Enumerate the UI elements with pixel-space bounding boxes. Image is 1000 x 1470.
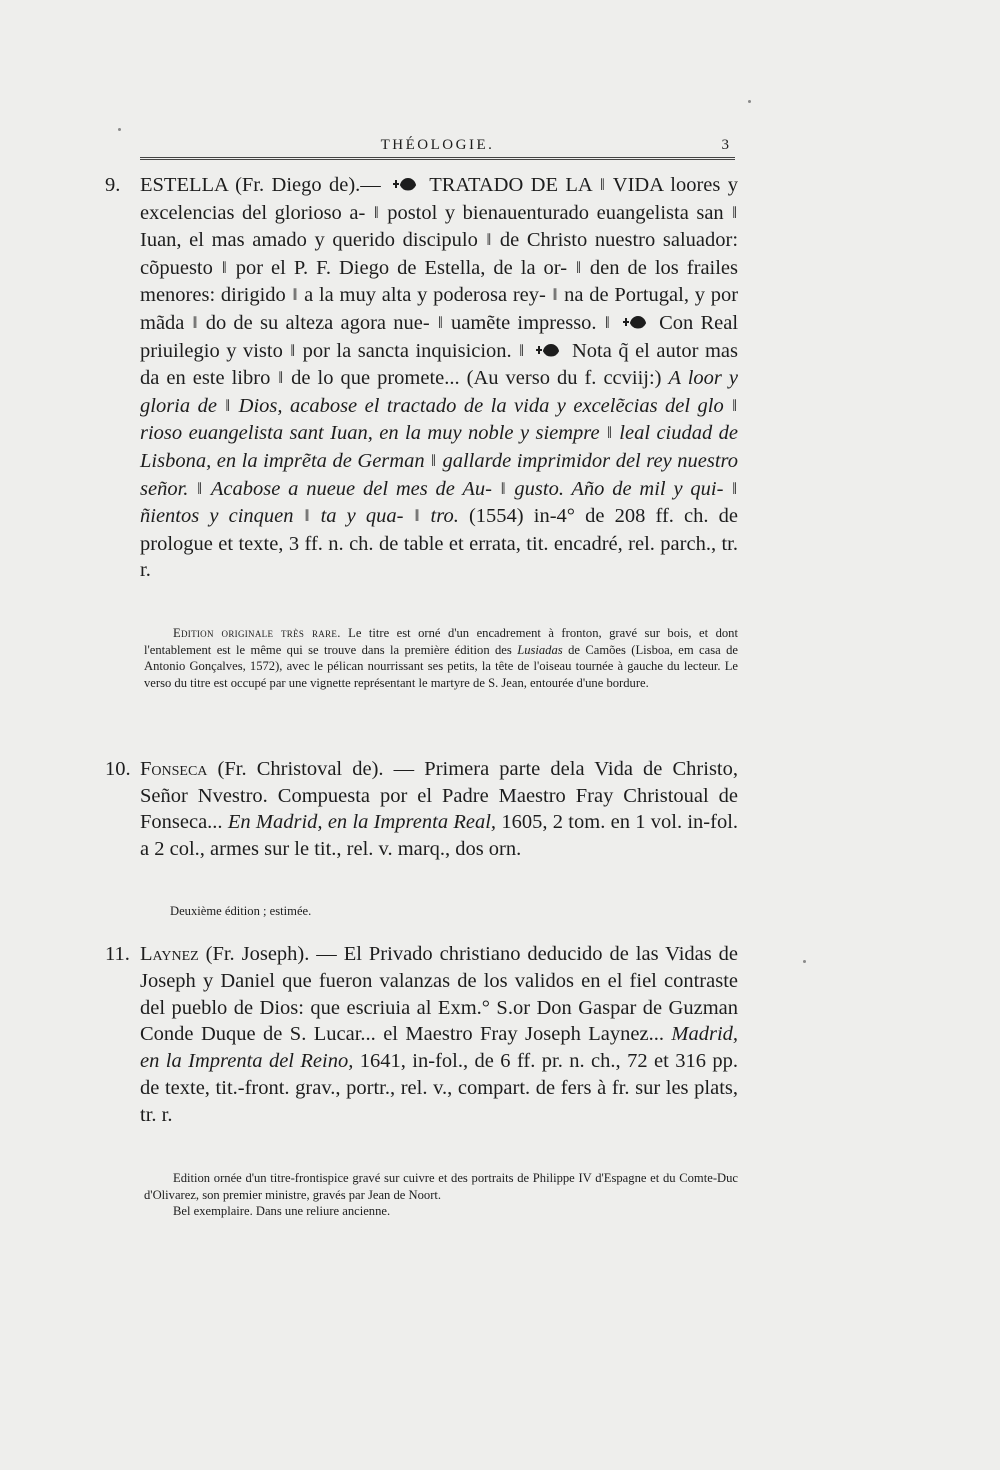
entry-text: por la sancta inquisicion. xyxy=(302,339,512,362)
note-9 xyxy=(144,625,738,691)
entry-number: 9. xyxy=(105,174,121,196)
entry-text: por el P. F. Diego de Estella, de la or- xyxy=(235,256,568,279)
entry-text: do de su alteza agora nue- xyxy=(205,311,430,334)
entry-text: den de los frailes menores: dirigido xyxy=(140,256,739,307)
fleuron-icon xyxy=(622,313,648,331)
entry-text: (Fr. Christoval de). — Primera parte dela Vida de Christo, Señor Nvestro. Compuesta por el Padre Maestro Fray Christoual de Fonseca... xyxy=(140,758,739,834)
entry-text: VIDA loores y excelencias del glorioso a- xyxy=(140,174,739,224)
colophon-text: tro. xyxy=(430,505,459,528)
note-text: Bel exemplaire. Dans une reliure ancienne. xyxy=(173,1204,391,1219)
line-bar: ‖ xyxy=(437,312,443,332)
colophon-text: Dios, acabose el tractado de la vida y excelẽcias del glo xyxy=(238,394,724,417)
entry-collation: 1641, in-fol., de 6 ff. pr. n. ch., 72 et 316 pp. de texte, tit.-front. grav., portr., rel. v., compart. de fers à fr. sur les plats, tr. r. xyxy=(140,1050,738,1126)
line-bar: ‖ xyxy=(576,257,581,277)
line-bar: ‖ xyxy=(732,395,738,415)
line-bar: ‖ xyxy=(607,423,612,443)
note-text: Edition ornée d'un titre-frontispice gravé sur cuivre et des portraits de Philippe IV d'Espagne et du Comte-Duc d'Olivarez, son premier ministre, gravés par Jean de Noort. xyxy=(144,1171,738,1202)
fleuron-icon xyxy=(535,341,561,359)
colophon-text: ñientos y cinquen xyxy=(140,505,294,528)
line-bar: ‖ xyxy=(431,450,436,470)
entry-collation: (1554) in-4° de 208 ff. ch. de prologue et texte, 3 ff. n. ch. de table et errata, tit. encadré, rel. parch., tr. r. xyxy=(140,505,739,582)
colophon-text: leal ciudad de Lisbona, en la imprẽta de German xyxy=(140,422,739,472)
entry-title: TRATADO DE LA xyxy=(429,174,592,196)
line-bar: ‖ xyxy=(221,257,227,277)
entry-text: Nota q̃ el autor mas da en este libro xyxy=(140,339,739,390)
line-bar: ‖ xyxy=(192,312,198,332)
entry-text: de Christo nuestro saluador: cõpuesto xyxy=(140,229,739,279)
entry-text: Con Real priuilegio y visto xyxy=(140,311,739,362)
note-lead: Edition originale très rare. xyxy=(173,626,341,640)
paper-speck xyxy=(118,128,121,131)
note-text: Le titre est orné d'un encadrement à fronton, gravé sur bois, et dont l'entablement est le même qui se trouve dans la première édition des xyxy=(144,626,738,657)
entry-number: 10. xyxy=(105,758,131,780)
entry-number: 11. xyxy=(105,943,130,965)
colophon-text: gallarde imprimidor del rey nuestro señor. xyxy=(140,449,739,500)
entry-text: de lo que promete... (Au verso du f. ccviij:) xyxy=(291,367,662,390)
colophon-text: Acabose a nueue del mes de Au- xyxy=(210,477,492,500)
line-bar: ‖ xyxy=(304,506,310,526)
note-11 xyxy=(144,1170,738,1220)
colophon-text: gusto. Año de mil y qui- xyxy=(514,477,724,500)
paper-speck xyxy=(748,100,751,103)
line-bar: ‖ xyxy=(225,395,231,415)
entry-11 xyxy=(105,941,739,1129)
entry-text: Iuan, el mas amado y querido discipulo xyxy=(140,229,478,252)
line-bar: ‖ xyxy=(732,202,738,222)
line-bar: ‖ xyxy=(292,285,298,305)
line-bar: ‖ xyxy=(373,202,379,222)
entry-author: Laynez xyxy=(140,943,199,965)
line-bar: ‖ xyxy=(552,285,558,305)
entry-imprint: Madrid, en la Imprenta del Reino, xyxy=(140,1023,739,1073)
entry-text: a la muy alta y poderosa rey- xyxy=(304,284,546,307)
line-bar: ‖ xyxy=(278,368,284,388)
entry-collation: 1605, 2 tom. en 1 vol. in-fol. a 2 col., armes sur le tit., rel. v. marq., dos orn. xyxy=(140,811,739,860)
entry-text: uamẽte impresso. xyxy=(450,311,597,334)
entry-text: postol y bienauenturado euangelista san xyxy=(387,201,724,224)
colophon-text: rioso euangelista sant Iuan, en la muy noble y siempre xyxy=(140,422,600,445)
line-bar: ‖ xyxy=(414,506,420,526)
page-number: 3 xyxy=(721,137,729,153)
line-bar: ‖ xyxy=(519,340,524,360)
line-bar: ‖ xyxy=(604,312,610,332)
entry-text: na de Portugal, y por mãda xyxy=(140,284,739,334)
note-text: de Camões (Lisboa, em casa de Antonio Gonçalves, 1572), avec le pélican nourrissant ses petits, la tête de l'oiseau tournée à gauche du lecteur. Le verso du titre est occupé par une vignette représentant le martyre de S. Jean, entourée d'une bordure. xyxy=(144,642,738,690)
entry-9 xyxy=(105,172,739,584)
running-head xyxy=(140,137,735,160)
note-text: Lusiadas xyxy=(517,642,563,657)
entry-author: ESTELLA (Fr. Diego de).— xyxy=(140,174,381,196)
entry-author: Fonseca xyxy=(140,758,208,780)
entry-10 xyxy=(105,756,739,862)
paper-speck xyxy=(803,960,806,963)
line-bar: ‖ xyxy=(500,478,506,498)
entry-text: (Fr. Joseph). — El Privado christiano deducido de las Vidas de Joseph y Daniel que fueron valanzas de los validos en el fiel contraste del pueblo de Dios: que escriuia al Exm.° S.or Don Gaspar de Guzman Conde Duque de S. Lucar... el Maestro Fray Joseph Laynez... xyxy=(140,943,739,1046)
note-10 xyxy=(170,903,730,920)
note-text: Deuxième édition ; estimée. xyxy=(170,904,312,918)
entry-imprint: En Madrid, en la Imprenta Real, xyxy=(227,811,497,834)
line-bar: ‖ xyxy=(486,230,492,250)
line-bar: ‖ xyxy=(197,478,203,498)
line-bar: ‖ xyxy=(290,340,296,360)
colophon-text: ta y qua- xyxy=(320,505,404,528)
colophon-text: A loor y gloria de xyxy=(140,367,738,417)
fleuron-icon xyxy=(392,175,418,193)
line-bar: ‖ xyxy=(599,175,605,194)
line-bar: ‖ xyxy=(732,478,738,498)
running-title: THÉOLOGIE. xyxy=(380,137,495,153)
